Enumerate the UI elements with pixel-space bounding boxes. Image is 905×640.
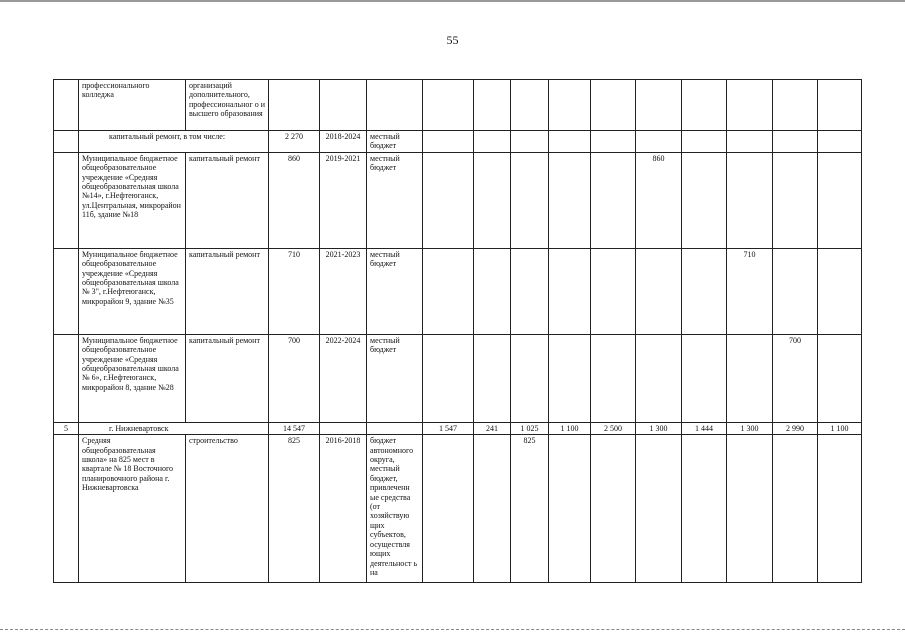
cell-annual — [591, 334, 636, 422]
table-row — [54, 80, 862, 131]
cell-annual — [818, 435, 862, 583]
cell-annual: 1 100 — [549, 422, 591, 434]
cell-cost: 825 — [269, 435, 320, 583]
cell-cost: 700 — [269, 334, 320, 422]
cell-source: местный бюджет — [367, 248, 423, 334]
cell-period: 2021-2023 — [320, 248, 367, 334]
cell-period: 2016-2018 — [320, 435, 367, 583]
cell-annual: 825 — [511, 435, 549, 583]
cell-work-type: капитальный ремонт — [186, 248, 269, 334]
cell-annual: 1 025 — [511, 422, 549, 434]
cell-cost: 710 — [269, 248, 320, 334]
cell-num — [54, 435, 79, 583]
cell-cost: 860 — [269, 152, 320, 248]
cell-source: местный бюджет — [367, 334, 423, 422]
cell-name: Муниципальное бюджетное общеобразовательное учреждение «Средняя общеобразовательная школа № 6», г.Нефтеюганск, микрорайон 8, здание №28 — [79, 334, 186, 422]
cell-source: местный бюджет — [367, 131, 423, 153]
cell-annual — [727, 334, 773, 422]
cell-annual: 1 444 — [682, 422, 727, 434]
cell-annual — [682, 248, 727, 334]
cell-source: бюджет автономного округа, местный бюджет, привлеченн ые средства (от хозяйствую щих субъектов, осуществля ющих деятельност ь на — [367, 435, 423, 583]
cell-annual: 1 547 — [423, 422, 474, 434]
cell-annual: 1 300 — [727, 422, 773, 434]
cell-annual — [773, 152, 818, 248]
table-row — [54, 152, 862, 248]
cell-annual — [591, 152, 636, 248]
cell-work-type: капитальный ремонт — [186, 152, 269, 248]
cell-annual — [818, 334, 862, 422]
cell-cost: 2 270 — [269, 131, 320, 153]
table-row-subtotal — [54, 131, 862, 153]
cell-work-type: строительство — [186, 435, 269, 583]
cell-num: 5 — [54, 422, 79, 434]
cell-subtotal-label: капитальный ремонт, в том числе: — [79, 131, 269, 153]
scan-bottom-edge — [0, 629, 905, 632]
cell-annual — [511, 248, 549, 334]
cell-work-type: организаций дополнительного, профессиональног о и высшего образования — [186, 80, 269, 131]
cell-annual — [423, 334, 474, 422]
table-row — [54, 248, 862, 334]
cell-period: 2019-2021 — [320, 152, 367, 248]
cell-annual — [474, 248, 511, 334]
cell-annual: 2 990 — [773, 422, 818, 434]
cell-annual: 860 — [636, 152, 682, 248]
table-body — [54, 80, 862, 583]
cell-work-type: капитальный ремонт — [186, 334, 269, 422]
cell-annual — [818, 248, 862, 334]
cell-annual — [818, 152, 862, 248]
cell-annual — [549, 435, 591, 583]
cell-cost: 14 547 — [269, 422, 320, 434]
cell-num — [54, 80, 79, 131]
table-row — [54, 334, 862, 422]
cell-city-label: г. Нижневартовск — [79, 422, 269, 434]
cell-name: Средняя общеобразовательная школа» на 825 мест в квартале № 18 Восточного планировочного района г. Нижневартовска — [79, 435, 186, 583]
cell-num — [54, 131, 79, 153]
cell-name: Муниципальное бюджетное общеобразовательное учреждение «Средняя общеобразовательная школа № 3", г.Нефтеюганск, микрорайон 9, здание №35 — [79, 248, 186, 334]
cell-annual — [591, 248, 636, 334]
cell-period: 2018-2024 — [320, 131, 367, 153]
cell-annual — [549, 334, 591, 422]
cell-name: профессионального колледжа — [79, 80, 186, 131]
cell-annual: 2 500 — [591, 422, 636, 434]
cell-annual — [474, 435, 511, 583]
cell-annual: 241 — [474, 422, 511, 434]
cell-annual: 1 300 — [636, 422, 682, 434]
cell-annual — [682, 152, 727, 248]
cell-annual — [423, 435, 474, 583]
investment-table — [53, 79, 862, 583]
cell-annual — [549, 152, 591, 248]
scan-top-edge — [0, 0, 905, 2]
cell-annual — [474, 152, 511, 248]
cell-annual — [511, 152, 549, 248]
cell-annual — [727, 435, 773, 583]
cell-annual — [636, 248, 682, 334]
cell-period: 2022-2024 — [320, 334, 367, 422]
cell-annual — [423, 248, 474, 334]
cell-annual — [636, 334, 682, 422]
cell-annual — [474, 334, 511, 422]
table-row — [54, 435, 862, 583]
cell-source: местный бюджет — [367, 152, 423, 248]
cell-annual — [549, 248, 591, 334]
cell-annual — [727, 152, 773, 248]
cell-num — [54, 152, 79, 248]
cell-annual — [773, 248, 818, 334]
cell-annual — [682, 334, 727, 422]
cell-annual: 1 100 — [818, 422, 862, 434]
cell-annual: 700 — [773, 334, 818, 422]
cell-annual — [591, 435, 636, 583]
cell-num — [54, 248, 79, 334]
cell-num — [54, 334, 79, 422]
cell-annual — [511, 334, 549, 422]
table-row-city-total — [54, 422, 862, 434]
cell-name: Муниципальное бюджетное общеобразовательное учреждение «Средняя общеобразовательная школа №14», г.Нефтеюганск, ул.Центральная, микрорайон 11б, здание №18 — [79, 152, 186, 248]
cell-annual: 710 — [727, 248, 773, 334]
cell-annual — [423, 152, 474, 248]
cell-annual — [773, 435, 818, 583]
cell-annual — [636, 435, 682, 583]
page-number: 55 — [446, 33, 459, 47]
cell-annual — [682, 435, 727, 583]
